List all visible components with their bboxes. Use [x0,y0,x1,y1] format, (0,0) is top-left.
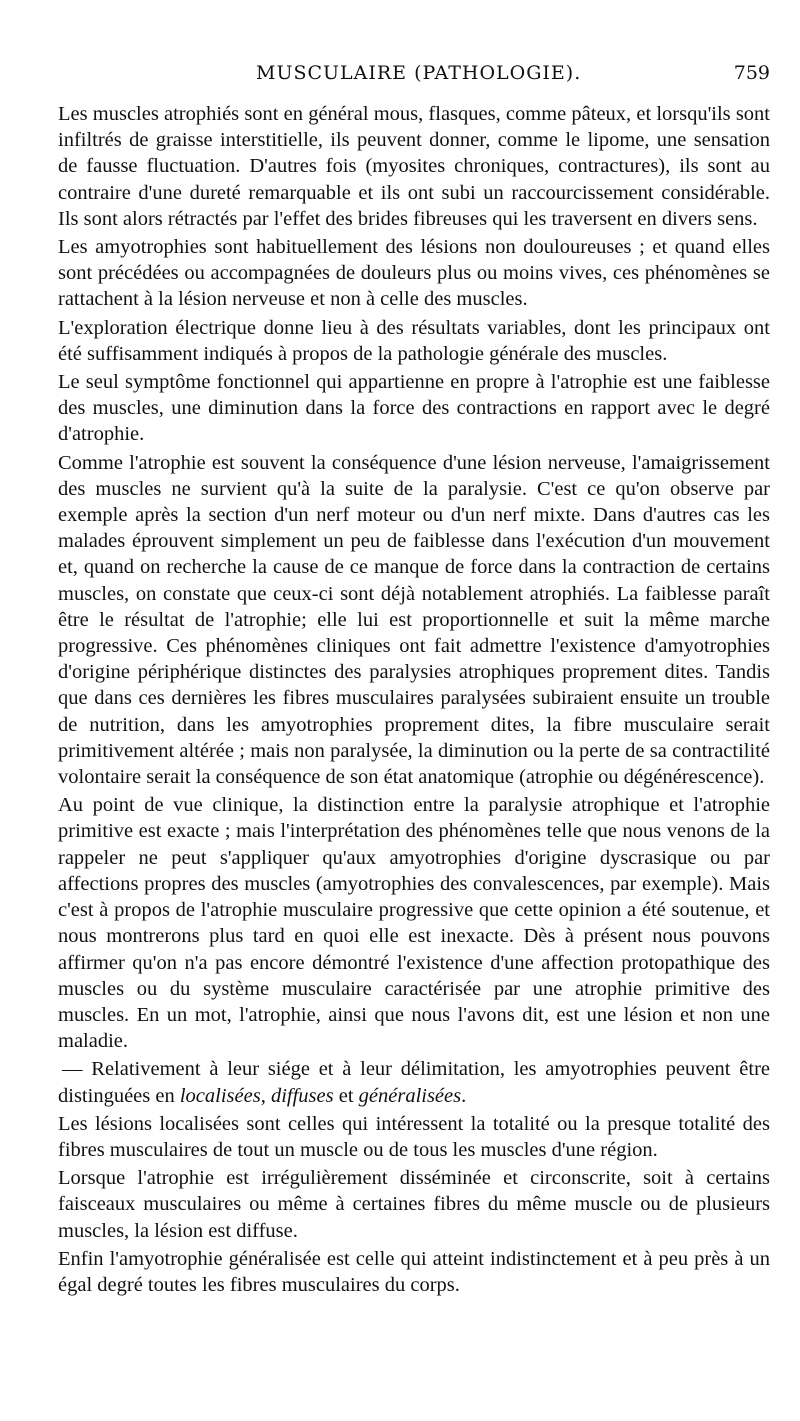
page-number: 759 [733,62,770,84]
separator: . [461,1084,467,1107]
paragraph: Enfin l'amyotrophie généralisée est celle qui atteint indistinctement et à peu près à un égal degré toutes les fibres musculaires du corps. [58,1247,770,1296]
term-diffuses: diffuses [270,1084,334,1107]
term-generalisees: généralisées [358,1084,462,1107]
body-text [58,101,770,1300]
paragraph-classification [58,1056,770,1108]
paragraph: L'exploration électrique donne lieu à des résultats variables, dont les principaux ont été suffisamment indiqués à propos de la pathologie générale des muscles. [58,316,770,365]
paragraph: Les lésions localisées sont celles qui intéressent la totalité ou la presque totalité des fibres musculaires de tout un muscle ou de tous les muscles d'une région. [58,1112,770,1161]
paragraph: Comme l'atrophie est souvent la conséquence d'une lésion nerveuse, l'amaigrissement des muscles ne survient qu'à la suite de la paralysie. C'est ce qu'on observe par exemple après la section d'un nerf moteur ou d'un nerf mixte. Dans d'autres cas les malades éprouvent simplement un peu de faiblesse dans l'exécution d'un mouvement et, quand on recherche la cause de ce manque de force dans la contraction de certains muscles, on constate que ceux-ci sont déjà notablement atrophiés. La faiblesse paraît être le résultat de l'atrophie; elle lui est proportionnelle et suit la même marche progressive. Ces phénomènes cliniques ont fait admettre l'existence d'amyotrophies d'origine périphérique distinctes des paralysies atrophiques proprement dites. Tandis que dans ces dernières les fibres musculaires paralysées subiraient ensuite un trouble de nutrition, dans les amyotrophies proprement dites, la fibre musculaire serait primitivement altérée ; mais non paralysée, la diminution ou la perte de sa contractilité volontaire serait la conséquence de son état anatomique (atrophie ou dégénérescence). [58,451,770,789]
paragraph-text: — Relativement à leur siége et à leur délimitation, les amyotrophies peuvent être distinguées en [58,1058,770,1107]
term-localisees: localisées [179,1084,261,1107]
running-header [60,62,770,92]
paragraph: Les muscles atrophiés sont en général mous, flasques, comme pâteux, et lorsqu'ils sont infiltrés de graisse interstitielle, ils peuvent donner, comme le lipome, une sensation de fausse fluctuation. D'autres fois (myosites chroniques, contractures), ils sont au contraire d'une dureté remarquable et ils ont subi un raccourcissement considérable. Ils sont alors rétractés par l'effet des brides fibreuses qui les traversent en divers sens. [58,103,770,230]
separator: et [333,1084,359,1107]
paragraph: Le seul symptôme fonctionnel qui appartienne en propre à l'atrophie est une faiblesse des muscles, une diminution dans la force des contractions en rapport avec le degré d'atrophie. [58,371,770,446]
separator: , [260,1084,271,1107]
running-title: MUSCULAIRE (PATHOLOGIE). [256,62,582,84]
paragraph: Lorsque l'atrophie est irrégulièrement disséminée et circonscrite, soit à certains faisceaux musculaires ou même à certaines fibres du même muscle ou de plusieurs muscles, la lésion est diffuse. [58,1167,770,1242]
paragraph: Au point de vue clinique, la distinction entre la paralysie atrophique et l'atrophie primitive est exacte ; mais l'interprétation des phénomènes telle que nous venons de la rappeler ne peut s'appliquer qu'aux amyotrophies d'origine dyscrasique ou par affections propres des muscles (amyotrophies des convalescences, par exemple). Mais c'est à propos de l'atrophie musculaire progressive que cette opinion a été soutenue, et nous montrerons plus tard en quoi elle est inexacte. Dès à présent nous pouvons affirmer qu'on n'a pas encore démontré l'existence d'une affection protopathique des muscles ou du système musculaire caractérisée par une atrophie primitive des muscles. En un mot, l'atrophie, ainsi que nous l'avons dit, est une lésion et non une maladie. [58,794,770,1053]
paragraph: Les amyotrophies sont habituellement des lésions non douloureuses ; et quand elles sont précédées ou accompagnées de douleurs plus ou moins vives, ces phénomènes se rattachent à la lésion nerveuse et non à celle des muscles. [58,236,770,311]
